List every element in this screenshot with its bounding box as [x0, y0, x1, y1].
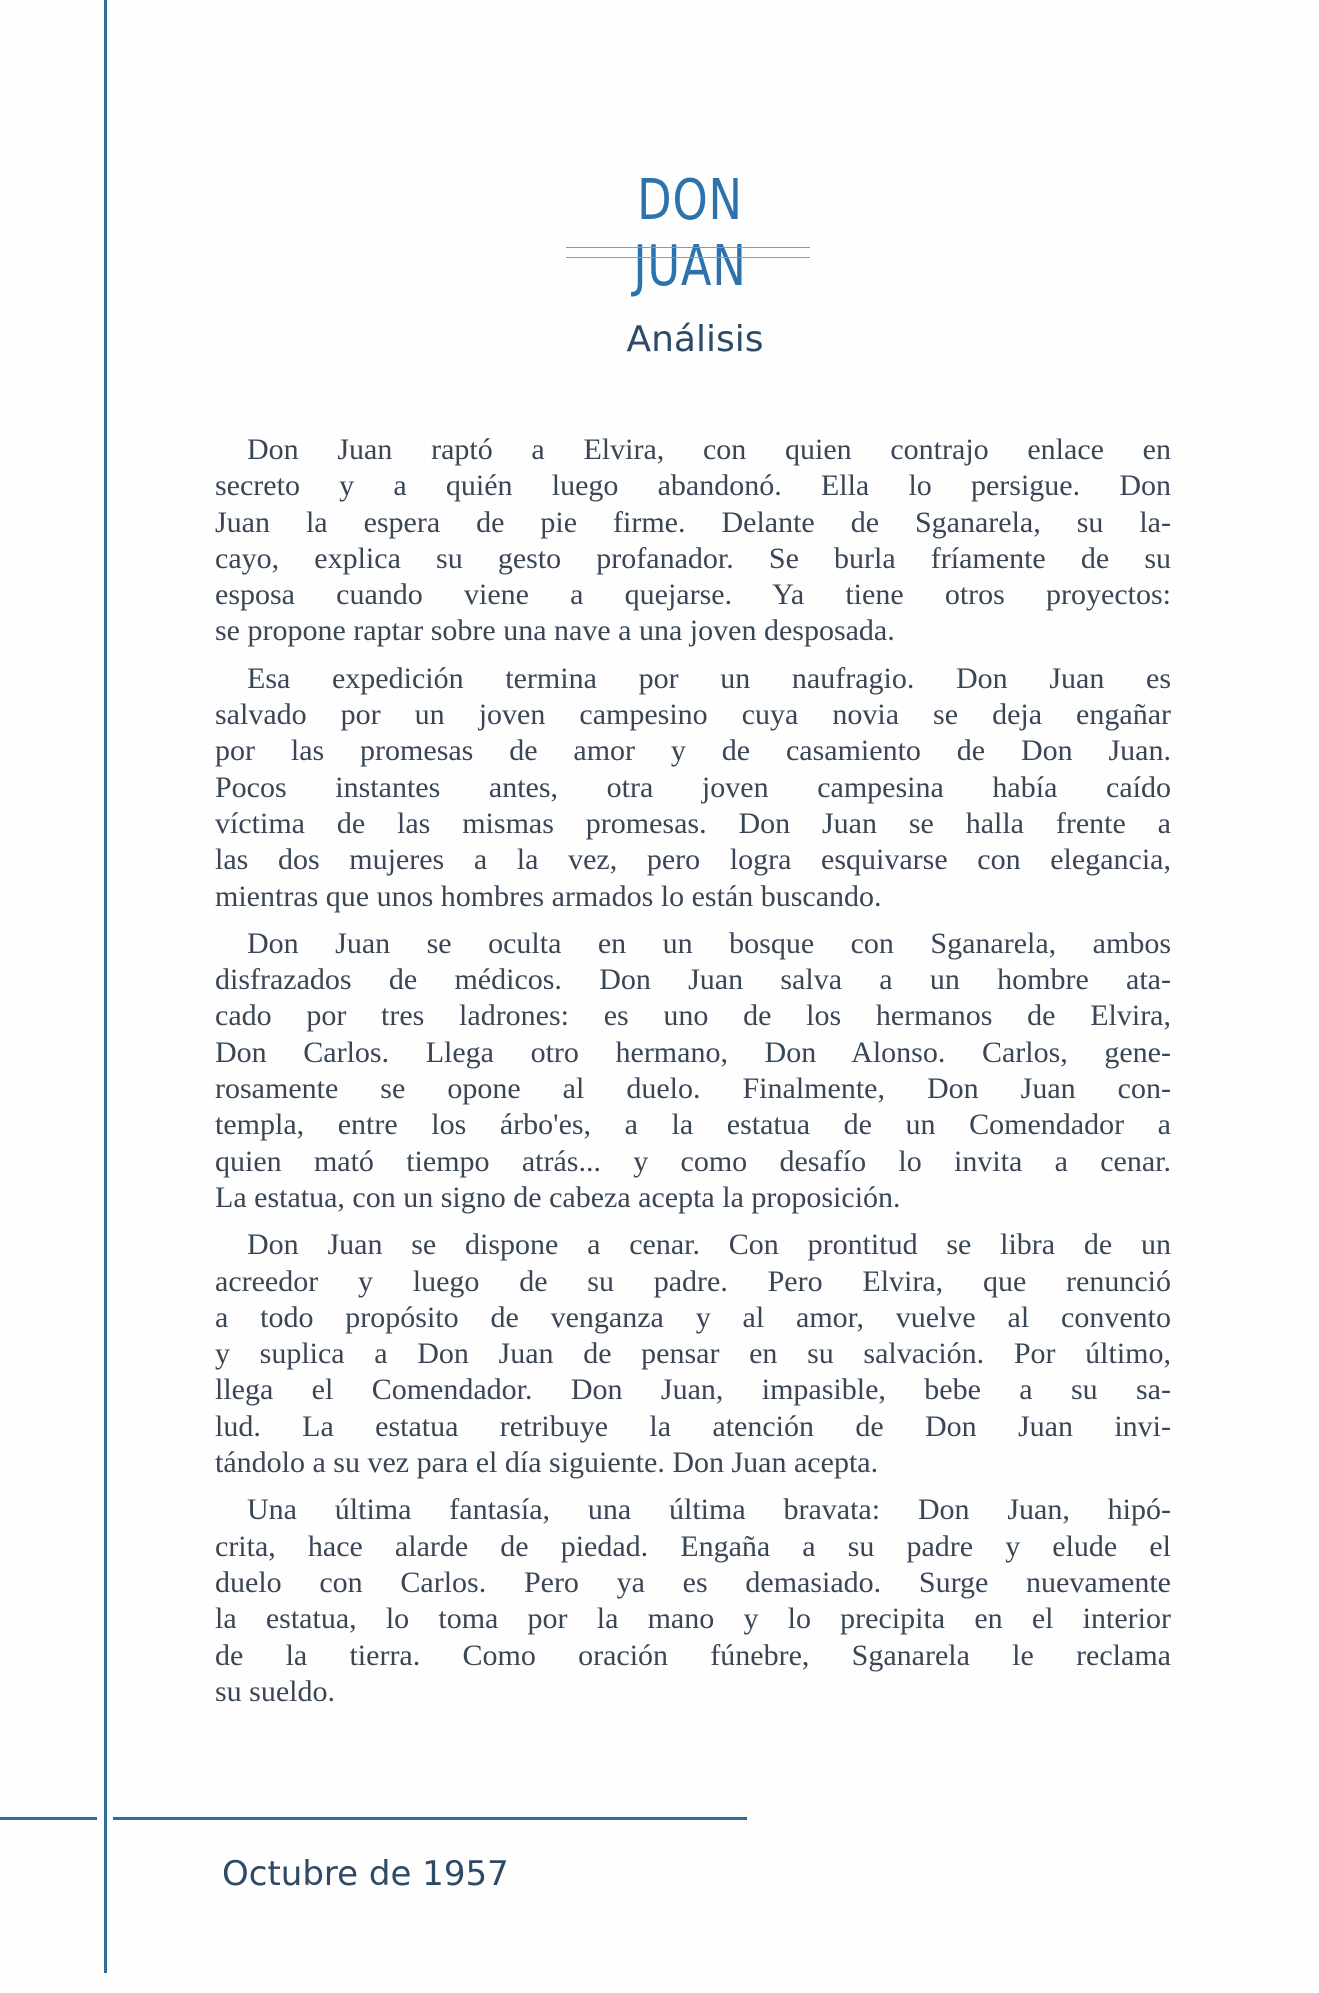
text-line: Una última fantasía, una última bravata: Don Juan, hipó- — [247, 1493, 1171, 1527]
text-line: llega el Comendador. Don Juan, impasible, bebe a su sa- — [215, 1373, 1171, 1407]
text-line: La estatua, con un signo de cabeza acepta la proposición. — [215, 1180, 901, 1214]
section-heading: Análisis — [626, 319, 764, 360]
footer-rule-left — [0, 1817, 97, 1820]
title-double-underline — [566, 247, 810, 258]
text-line: salvado por un joven campesino cuya novia se deja engañar — [215, 698, 1171, 732]
text-line: su sueldo. — [215, 1674, 335, 1708]
footer-rule-right — [113, 1817, 747, 1820]
text-line: y suplica a Don Juan de pensar en su salvación. Por último, — [215, 1337, 1171, 1371]
paragraph — [215, 1227, 1171, 1481]
text-line: acreedor y luego de su padre. Pero Elvira, que renunció — [215, 1264, 1171, 1298]
text-line: la estatua, lo toma por la mano y lo precipita en el interior — [215, 1602, 1171, 1636]
text-line: Esa expedición termina por un naufragio. Don Juan es — [247, 661, 1171, 695]
footer-date: Octubre de 1957 — [222, 1854, 509, 1894]
text-line: las dos mujeres a la vez, pero logra esquivarse con elegancia, — [215, 843, 1171, 877]
text-line: Don Juan se oculta en un bosque con Sganarela, ambos — [247, 926, 1171, 960]
text-line: crita, hace alarde de piedad. Engaña a su padre y elude el — [215, 1529, 1171, 1563]
text-line: Don Juan raptó a Elvira, con quien contrajo enlace en — [247, 433, 1171, 466]
paragraph — [215, 661, 1171, 915]
margin-vertical-rule — [104, 0, 107, 1973]
text-line: secreto y a quién luego abandonó. Ella lo persigue. Don — [215, 469, 1171, 503]
text-line: víctima de las mismas promesas. Don Juan se halla frente a — [215, 806, 1171, 840]
text-line: tándolo a su vez para el día siguiente. Don Juan acepta. — [215, 1446, 879, 1480]
page-title: DON JUAN — [633, 168, 747, 299]
paragraph — [215, 432, 1171, 650]
text-line: por las promesas de amor y de casamiento de Don Juan. — [215, 734, 1171, 768]
text-line: disfrazados de médicos. Don Juan salva a un hombre ata- — [215, 963, 1171, 997]
text-line: se propone raptar sobre una nave a una joven desposada. — [215, 614, 895, 648]
text-line: lud. La estatua retribuye la atención de Don Juan invi- — [215, 1409, 1171, 1443]
text-line: Don Juan se dispone a cenar. Con prontitud se libra de un — [247, 1228, 1171, 1262]
text-line: mientras que unos hombres armados lo están buscando. — [215, 879, 882, 913]
text-line: a todo propósito de venganza y al amor, vuelve al convento — [215, 1300, 1171, 1334]
text-line: esposa cuando viene a quejarse. Ya tiene otros proyectos: — [215, 578, 1171, 612]
paragraph — [215, 1492, 1171, 1710]
text-line: rosamente se opone al duelo. Finalmente, Don Juan con- — [215, 1072, 1171, 1106]
text-line: duelo con Carlos. Pero ya es demasiado. Surge nuevamente — [215, 1565, 1171, 1599]
text-line: cado por tres ladrones: es uno de los hermanos de Elvira, — [215, 999, 1171, 1033]
text-line: Don Carlos. Llega otro hermano, Don Alonso. Carlos, gene- — [215, 1035, 1171, 1069]
body-text — [215, 432, 1171, 1721]
text-line: de la tierra. Como oración fúnebre, Sganarela le reclama — [215, 1638, 1171, 1672]
paragraph — [215, 926, 1171, 1216]
text-line: quien mató tiempo atrás... y como desafío lo invita a cenar. — [215, 1144, 1171, 1178]
text-line: templa, entre los árbo'es, a la estatua de un Comendador a — [215, 1108, 1171, 1142]
text-line: Pocos instantes antes, otra joven campesina había caído — [215, 770, 1171, 804]
text-line: Juan la espera de pie firme. Delante de Sganarela, su la- — [215, 505, 1171, 539]
text-line: cayo, explica su gesto profanador. Se burla fríamente de su — [215, 541, 1171, 575]
